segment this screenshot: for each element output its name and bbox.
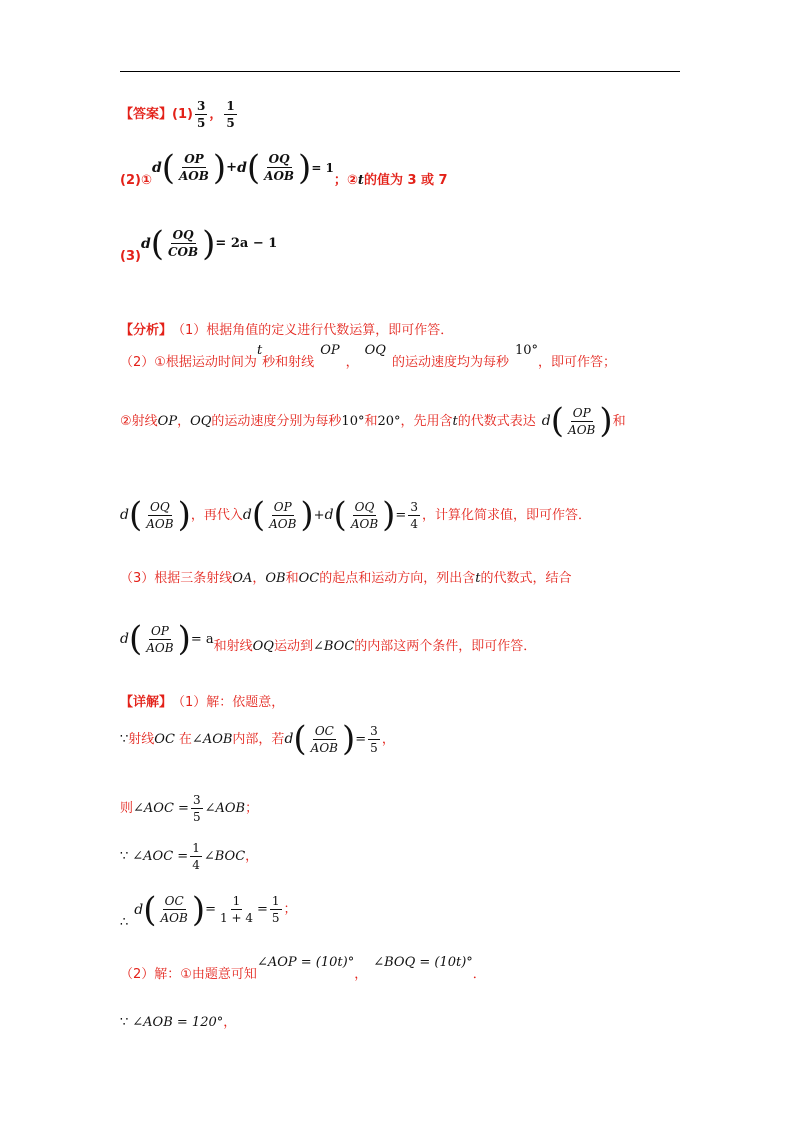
detail-tag: 【详解】 — [120, 695, 173, 710]
analysis-line-1: 【分析】 （1）根据角值的定义进行代数运算，即可作答． — [120, 323, 454, 338]
analysis-line-5: （3）根据三条射线 OA ， OB 和 OC 的起点和运动方向，列出含 t 的代数式，结合 — [120, 571, 572, 586]
analysis-line-4: d ( $\frac{OQ}{\text{AOB}}$ ) ，再代入 d ( $\frac{OP}{\text{AOB}}$ ) + d ( $\frac{OQ}{\text{AOB}}$ ) = $\frac{3}{4}$ ，计算化简求值，即可作答． — [120, 495, 591, 535]
detail-line-5: ∴ d ( $\frac{OC}{\text{AOB}}$ ) = $\frac{1}{1 + 4}$ = $\frac{1}{5}$ ； — [120, 889, 297, 930]
answer-line-2: (2)① d ( $\frac{OP}{\text{AOB}}$ ) + d ( $\frac{OQ}{\text{AOB}}$ ) = 1 ；② t 的值为 3 或 7 — [120, 147, 448, 188]
answer-tag: 【答案】 — [120, 107, 173, 122]
answer-line-3 — [120, 224, 680, 263]
answer-part3-label: (3) — [120, 249, 141, 264]
detail-line-1: 【详解】 （1）解：依题意， — [120, 695, 285, 710]
answer-part1-frac2: $\frac{1}{5}$ — [226, 99, 235, 130]
detail-line-7: ∵ ∠AOB = 120° ， — [120, 1015, 237, 1030]
answer-part3-formula: d ( $\frac{OQ}{\text{COB}}$ ) = 2a − 1 — [140, 223, 278, 264]
detail-line-4: ∵ ∠AOC = $\frac{1}{4}$ ∠BOC ， — [120, 841, 259, 872]
analysis-line-3: ②射线 OP ， OQ 的运动速度分别为每秒 10° 和 20° ，先用含 t 的代数式表达 d ( $\frac{OP}{\text{AOB}}$ ) 和 — [120, 401, 626, 441]
detail-line-3: 则 ∠AOC = $\frac{3}{5}$ ∠AOB ； — [120, 793, 259, 824]
answer-line-1: 【答案】 (1) $\frac{3}{5}$ ， $\frac{1}{5}$ — [120, 99, 235, 130]
analysis-line-6: d ( $\frac{OP}{\text{AOB}}$ ) = a 和射线 OQ 运动到 ∠BOC 的内部这两个条件，即可作答． — [120, 619, 537, 659]
answer-part1-frac1: $\frac{3}{5}$ — [196, 99, 206, 130]
answer-part1-label: (1) — [172, 107, 193, 122]
answer-part2-label: (2)① — [120, 173, 152, 188]
detail-line-6: （2）解：①由题意可知 ∠AOP = (10t)° ， ∠BOQ = (10t)° ． — [120, 955, 486, 982]
answer-part2-formula: d ( $\frac{OP}{\text{AOB}}$ ) + d ( $\frac{OQ}{\text{AOB}}$ ) = 1 — [151, 147, 334, 188]
detail-line-2: ∵ 射线 OC 在 ∠AOB 内部，若 d ( $\frac{OC}{\text{AOB}}$ ) = $\frac{3}{5}$ ， — [120, 719, 395, 759]
analysis-line-2: （2）①根据运动时间为 t 秒和射线 OP ， OQ 的运动速度均为每秒 10° ，即可作答； — [120, 343, 617, 370]
header-rule — [120, 71, 680, 72]
analysis-tag: 【分析】 — [120, 323, 173, 338]
